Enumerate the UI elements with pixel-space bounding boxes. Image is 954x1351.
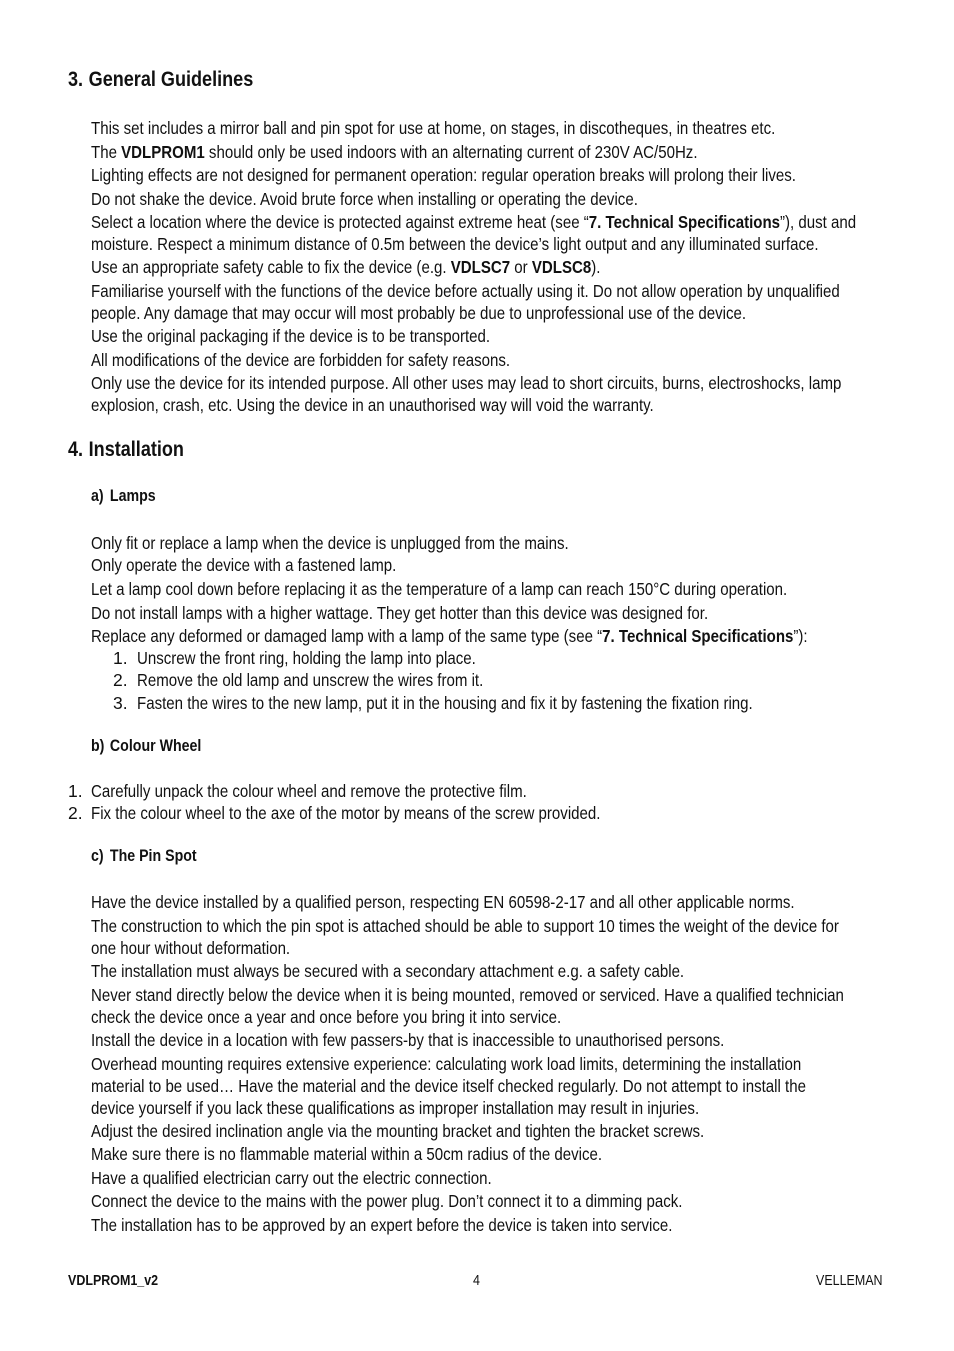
subsection-heading-colour-wheel: b) Colour Wheel [91, 737, 202, 755]
list-item-number: 1. [68, 781, 83, 801]
paragraph-line: The installation must always be secured with a secondary attachment e.g. a safety cable. [91, 961, 685, 981]
footer-page-number: 4 [473, 1273, 480, 1289]
footer-doc-id: VDLPROM1_v2 [68, 1273, 159, 1289]
product-code: VDLPROM1 [121, 142, 205, 162]
paragraph-line: Familiarise yourself with the functions of the device before actually using it. Do not allow operation by unqualified [91, 281, 840, 301]
list-item-number: 3. [113, 693, 128, 713]
section-number: 3. [68, 68, 84, 91]
paragraph-line: people. Any damage that may occur will most probably be due to unprofessional use of the device. [91, 303, 747, 323]
cross-reference: 7. Technical Specifications [588, 212, 781, 232]
paragraph-line: Select a location where the device is protected against extreme heat (see “7. Technical Specifications”), dust and [91, 212, 857, 232]
paragraph-line: explosion, crash, etc. Using the device in an unauthorised way will void the warranty. [91, 395, 654, 415]
product-code: VDLSC8 [531, 257, 592, 277]
paragraph-line: Only fit or replace a lamp when the device is unplugged from the mains. [91, 533, 569, 553]
paragraph-line: The construction to which the pin spot is attached should be able to support 10 times the weight of the device for [91, 916, 839, 936]
paragraph-line: Let a lamp cool down before replacing it as the temperature of a lamp can reach 150°C during operation. [91, 579, 788, 599]
paragraph-line: Make sure there is no flammable material within a 50cm radius of the device. [91, 1144, 603, 1164]
paragraph-line: All modifications of the device are forbidden for safety reasons. [91, 350, 511, 370]
list-item: Fasten the wires to the new lamp, put it in the housing and fix it by fastening the fixation ring. [137, 693, 753, 713]
product-code: VDLSC7 [450, 257, 511, 277]
list-item-number: 1. [113, 648, 128, 668]
paragraph-line: Only operate the device with a fastened lamp. [91, 555, 397, 575]
paragraph-line: one hour without deformation. [91, 938, 291, 958]
cross-reference: 7. Technical Specifications [602, 626, 794, 646]
paragraph-line: material to be used… Have the material and the device itself checked regularly. Do not attempt to install the [91, 1076, 806, 1096]
paragraph-line: Replace any deformed or damaged lamp with a lamp of the same type (see “7. Technical Specifications”): [91, 626, 808, 646]
list-item: Remove the old lamp and unscrew the wires from it. [137, 670, 484, 690]
paragraph-line: The VDLPROM1 should only be used indoors with an alternating current of 230V AC/50Hz. [91, 142, 698, 162]
paragraph-line: Have the device installed by a qualified person, respecting EN 60598-2-17 and all other applicable norms. [91, 892, 795, 912]
paragraph-line: The installation has to be approved by an expert before the device is taken into service. [91, 1215, 673, 1235]
paragraph-line: Never stand directly below the device when it is being mounted, removed or serviced. Have a qualified technician [91, 985, 844, 1005]
list-item: Fix the colour wheel to the axe of the motor by means of the screw provided. [91, 803, 601, 823]
section-title: General Guidelines [88, 68, 254, 91]
paragraph-line: Overhead mounting requires extensive experience: calculating work load limits, determining the installation [91, 1054, 802, 1074]
paragraph-line: Adjust the desired inclination angle via the mounting bracket and tighten the bracket screws. [91, 1121, 705, 1141]
paragraph-line: Use an appropriate safety cable to fix the device (e.g. VDLSC7 or VDLSC8). [91, 257, 601, 277]
section-number: 4. [68, 438, 84, 461]
paragraph-line: Lighting effects are not designed for permanent operation: regular operation breaks will prolong their lives. [91, 165, 796, 185]
paragraph-line: Connect the device to the mains with the power plug. Don’t connect it to a dimming pack. [91, 1191, 683, 1211]
paragraph-line: moisture. Respect a minimum distance of 0.5m between the device’s light output and any illuminated surface. [91, 234, 819, 254]
paragraph-line: This set includes a mirror ball and pin spot for use at home, on stages, in discotheques, in theatres etc. [91, 118, 776, 138]
paragraph-line: check the device once a year and once before you bring it into service. [91, 1007, 562, 1027]
paragraph-line: Do not install lamps with a higher wattage. They get hotter than this device was designed for. [91, 603, 709, 623]
section-heading-installation [68, 438, 203, 462]
paragraph-line: Do not shake the device. Avoid brute force when installing or operating the device. [91, 189, 638, 209]
section-title: Installation [88, 438, 184, 461]
subsection-heading-pin-spot: c) The Pin Spot [91, 847, 197, 865]
paragraph-line: Have a qualified electrician carry out the electric connection. [91, 1168, 492, 1188]
subsection-heading-lamps: a) Lamps [91, 487, 156, 505]
list-item-number: 2. [113, 670, 128, 690]
paragraph-line: Use the original packaging if the device is to be transported. [91, 326, 491, 346]
paragraph-line: Only use the device for its intended purpose. All other uses may lead to short circuits, burns, electroshocks, lamp [91, 373, 842, 393]
list-item-number: 2. [68, 803, 83, 823]
footer-brand: VELLEMAN [816, 1273, 883, 1289]
paragraph-line: Install the device in a location with few passers-by that is inaccessible to unauthorised persons. [91, 1030, 725, 1050]
section-heading-general-guidelines [68, 68, 283, 92]
list-item: Unscrew the front ring, holding the lamp into place. [137, 648, 476, 668]
paragraph-line: device yourself if you lack these qualifications as improper installation may result in injuries. [91, 1098, 700, 1118]
list-item: Carefully unpack the colour wheel and remove the protective film. [91, 781, 527, 801]
